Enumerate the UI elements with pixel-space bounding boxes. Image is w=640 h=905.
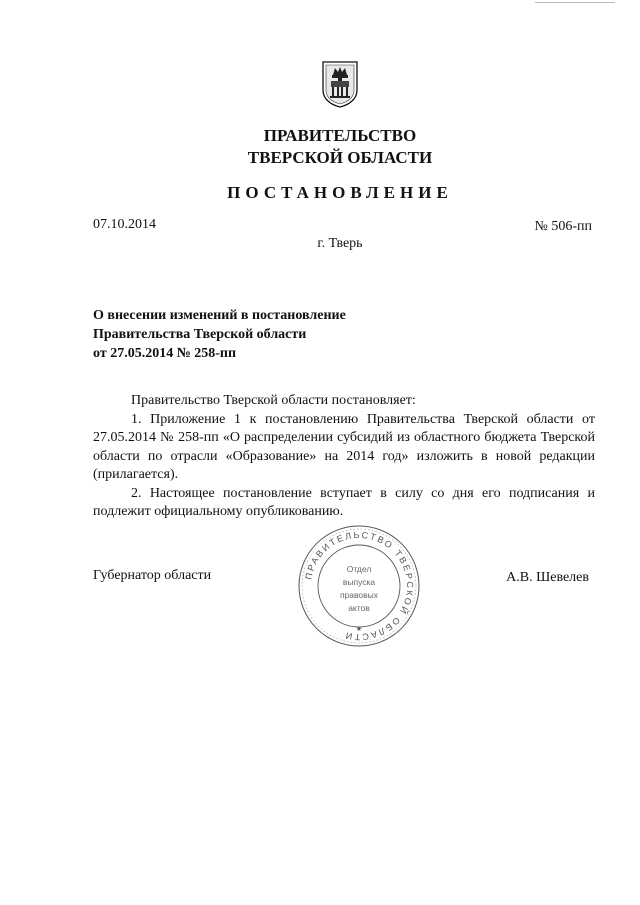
signatory-position: Губернатор области — [93, 568, 212, 583]
document-body — [93, 392, 595, 522]
body-item-2: 2. Настоящее постановление вступает в силу со дня его подписания и подлежит официальному опубликованию. — [93, 485, 595, 519]
document-type: ПОСТАНОВЛЕНИЕ — [227, 183, 453, 202]
stamp-line3: правовых — [339, 590, 379, 600]
body-intro: Правительство Тверской области постановляет: — [131, 393, 416, 408]
official-stamp — [296, 523, 422, 649]
stamp-line2: выпуска — [342, 577, 376, 587]
page-edge-line — [535, 2, 615, 3]
stamp-line1: Отдел — [346, 564, 372, 574]
body-item-1: 1. Приложение 1 к постановлению Правительства Тверской области от 27.05.2014 № 258-пп «О распределении субсидий из областного бюджета Тверской области по отрасли «Образование» на 2014 год» изложить в новой редакции (прилагается). — [93, 411, 595, 482]
coat-of-arms-emblem — [321, 60, 359, 108]
org-name-line2: ТВЕРСКОЙ ОБЛАСТИ — [247, 148, 433, 167]
signatory-name: А.В. Шевелев — [506, 570, 589, 585]
document-subject — [93, 306, 346, 363]
org-name-line1: ПРАВИТЕЛЬСТВО — [263, 126, 417, 145]
document-number: № 506-пп — [534, 219, 592, 234]
document-city: г. Тверь — [317, 236, 363, 251]
svg-text:★: ★ — [355, 625, 363, 633]
subject-line3: от 27.05.2014 № 258-пп — [93, 346, 237, 361]
document-date: 07.10.2014 — [93, 217, 156, 232]
subject-line1: О внесении изменений в постановление — [93, 308, 346, 323]
stamp-line4: актов — [348, 603, 370, 613]
stamp-ring-text: ПРАВИТЕЛЬСТВО ТВЕРСКОЙ ОБЛАСТИ — [303, 529, 416, 643]
subject-line2: Правительства Тверской области — [93, 327, 307, 342]
